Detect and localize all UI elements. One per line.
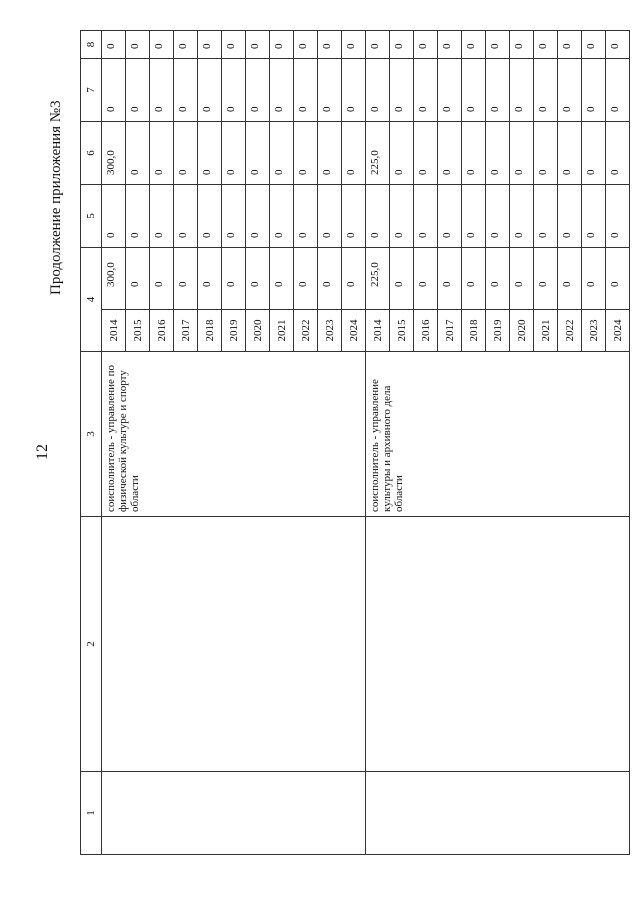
year-cell: 2024 [342, 310, 366, 352]
value-cell-col7: 0 [558, 59, 582, 122]
value-cell-col6: 0 [198, 122, 222, 185]
header-col-8: 8 [81, 31, 102, 59]
value-cell-col6: 225,0 [366, 122, 390, 185]
value-cell-col8: 0 [222, 31, 246, 59]
year-cell: 2015 [390, 310, 414, 352]
value-cell-col4: 0 [318, 248, 342, 310]
value-cell-col5: 0 [510, 185, 534, 248]
value-cell-col7: 0 [150, 59, 174, 122]
value-cell-col8: 0 [198, 31, 222, 59]
header-col-5: 5 [81, 185, 102, 248]
group-col2-cell [366, 517, 630, 772]
value-cell-col7: 0 [342, 59, 366, 122]
value-cell-col4: 0 [198, 248, 222, 310]
value-cell-col5: 0 [198, 185, 222, 248]
value-cell-col8: 0 [438, 31, 462, 59]
value-cell-col5: 0 [438, 185, 462, 248]
header-row [81, 31, 102, 855]
value-cell-col4: 0 [510, 248, 534, 310]
value-cell-col4: 300,0 [102, 248, 126, 310]
table-row [102, 31, 126, 855]
value-cell-col7: 0 [246, 59, 270, 122]
value-cell-col5: 0 [342, 185, 366, 248]
value-cell-col6: 0 [270, 122, 294, 185]
value-cell-col6: 0 [342, 122, 366, 185]
value-cell-col8: 0 [462, 31, 486, 59]
value-cell-col7: 0 [270, 59, 294, 122]
value-cell-col4: 0 [390, 248, 414, 310]
value-cell-col5: 0 [246, 185, 270, 248]
value-cell-col5: 0 [294, 185, 318, 248]
value-cell-col7: 0 [366, 59, 390, 122]
value-cell-col6: 0 [246, 122, 270, 185]
value-cell-col8: 0 [558, 31, 582, 59]
value-cell-col7: 0 [174, 59, 198, 122]
value-cell-col7: 0 [294, 59, 318, 122]
header-col-2: 2 [81, 517, 102, 772]
year-cell: 2019 [486, 310, 510, 352]
value-cell-col4: 0 [126, 248, 150, 310]
year-cell: 2016 [150, 310, 174, 352]
year-cell: 2024 [606, 310, 630, 352]
value-cell-col8: 0 [126, 31, 150, 59]
value-cell-col4: 0 [222, 248, 246, 310]
value-cell-col8: 0 [174, 31, 198, 59]
value-cell-col8: 0 [150, 31, 174, 59]
value-cell-col5: 0 [150, 185, 174, 248]
value-cell-col5: 0 [102, 185, 126, 248]
value-cell-col6: 0 [150, 122, 174, 185]
value-cell-col4: 0 [246, 248, 270, 310]
value-cell-col5: 0 [534, 185, 558, 248]
budget-table [80, 30, 630, 855]
value-cell-col8: 0 [582, 31, 606, 59]
value-cell-col7: 0 [126, 59, 150, 122]
value-cell-col6: 0 [174, 122, 198, 185]
group-col1-cell [102, 772, 366, 855]
value-cell-col6: 0 [222, 122, 246, 185]
value-cell-col6: 0 [126, 122, 150, 185]
value-cell-col6: 0 [486, 122, 510, 185]
value-cell-col4: 0 [486, 248, 510, 310]
value-cell-col5: 0 [126, 185, 150, 248]
year-cell: 2022 [558, 310, 582, 352]
value-cell-col7: 0 [510, 59, 534, 122]
value-cell-col5: 0 [174, 185, 198, 248]
page-number: 12 [34, 444, 51, 460]
value-cell-col7: 0 [318, 59, 342, 122]
value-cell-col7: 0 [222, 59, 246, 122]
year-cell: 2020 [246, 310, 270, 352]
value-cell-col4: 225,0 [366, 248, 390, 310]
value-cell-col5: 0 [558, 185, 582, 248]
value-cell-col4: 0 [534, 248, 558, 310]
header-col-4: 4 [81, 248, 102, 352]
value-cell-col7: 0 [414, 59, 438, 122]
value-cell-col6: 0 [294, 122, 318, 185]
value-cell-col7: 0 [438, 59, 462, 122]
year-cell: 2016 [414, 310, 438, 352]
value-cell-col7: 0 [606, 59, 630, 122]
year-cell: 2018 [462, 310, 486, 352]
value-cell-col5: 0 [318, 185, 342, 248]
value-cell-col8: 0 [510, 31, 534, 59]
value-cell-col6: 0 [462, 122, 486, 185]
value-cell-col4: 0 [438, 248, 462, 310]
year-cell: 2022 [294, 310, 318, 352]
value-cell-col6: 0 [582, 122, 606, 185]
year-cell: 2019 [222, 310, 246, 352]
value-cell-col4: 0 [174, 248, 198, 310]
value-cell-col4: 0 [582, 248, 606, 310]
year-cell: 2017 [438, 310, 462, 352]
value-cell-col4: 0 [150, 248, 174, 310]
value-cell-col6: 0 [510, 122, 534, 185]
year-cell: 2015 [126, 310, 150, 352]
value-cell-col7: 0 [462, 59, 486, 122]
value-cell-col8: 0 [414, 31, 438, 59]
continuation-title: Продолжение приложения №3 [48, 100, 64, 295]
value-cell-col5: 0 [414, 185, 438, 248]
value-cell-col6: 0 [414, 122, 438, 185]
value-cell-col5: 0 [486, 185, 510, 248]
executor-cell: соисполнитель - управление культуры и архивного дела области [366, 352, 630, 517]
value-cell-col4: 0 [342, 248, 366, 310]
value-cell-col8: 0 [270, 31, 294, 59]
value-cell-col6: 0 [606, 122, 630, 185]
value-cell-col8: 0 [606, 31, 630, 59]
value-cell-col6: 0 [558, 122, 582, 185]
year-cell: 2023 [582, 310, 606, 352]
value-cell-col8: 0 [486, 31, 510, 59]
year-cell: 2021 [270, 310, 294, 352]
group-col2-cell [102, 517, 366, 772]
value-cell-col4: 0 [270, 248, 294, 310]
group-col1-cell [366, 772, 630, 855]
value-cell-col5: 0 [390, 185, 414, 248]
value-cell-col4: 0 [294, 248, 318, 310]
value-cell-col8: 0 [390, 31, 414, 59]
value-cell-col4: 0 [462, 248, 486, 310]
value-cell-col7: 0 [102, 59, 126, 122]
value-cell-col5: 0 [606, 185, 630, 248]
header-col-6: 6 [81, 122, 102, 185]
year-cell: 2018 [198, 310, 222, 352]
value-cell-col8: 0 [318, 31, 342, 59]
value-cell-col5: 0 [222, 185, 246, 248]
year-cell: 2014 [102, 310, 126, 352]
value-cell-col7: 0 [534, 59, 558, 122]
value-cell-col7: 0 [486, 59, 510, 122]
header-col-3: 3 [81, 352, 102, 517]
value-cell-col7: 0 [390, 59, 414, 122]
year-cell: 2020 [510, 310, 534, 352]
value-cell-col8: 0 [294, 31, 318, 59]
value-cell-col6: 0 [438, 122, 462, 185]
value-cell-col4: 0 [606, 248, 630, 310]
value-cell-col6: 0 [534, 122, 558, 185]
header-col-1: 1 [81, 772, 102, 855]
value-cell-col8: 0 [246, 31, 270, 59]
table-row [366, 31, 390, 855]
value-cell-col8: 0 [342, 31, 366, 59]
value-cell-col5: 0 [462, 185, 486, 248]
value-cell-col8: 0 [534, 31, 558, 59]
value-cell-col4: 0 [558, 248, 582, 310]
value-cell-col6: 0 [318, 122, 342, 185]
year-cell: 2014 [366, 310, 390, 352]
value-cell-col5: 0 [270, 185, 294, 248]
value-cell-col7: 0 [198, 59, 222, 122]
value-cell-col7: 0 [582, 59, 606, 122]
year-cell: 2023 [318, 310, 342, 352]
value-cell-col4: 0 [414, 248, 438, 310]
value-cell-col6: 300,0 [102, 122, 126, 185]
year-cell: 2021 [534, 310, 558, 352]
value-cell-col8: 0 [366, 31, 390, 59]
year-cell: 2017 [174, 310, 198, 352]
value-cell-col5: 0 [366, 185, 390, 248]
header-col-7: 7 [81, 59, 102, 122]
value-cell-col5: 0 [582, 185, 606, 248]
executor-cell: соисполнитель - управление по физической культуре и спорту области [102, 352, 366, 517]
value-cell-col8: 0 [102, 31, 126, 59]
value-cell-col6: 0 [390, 122, 414, 185]
